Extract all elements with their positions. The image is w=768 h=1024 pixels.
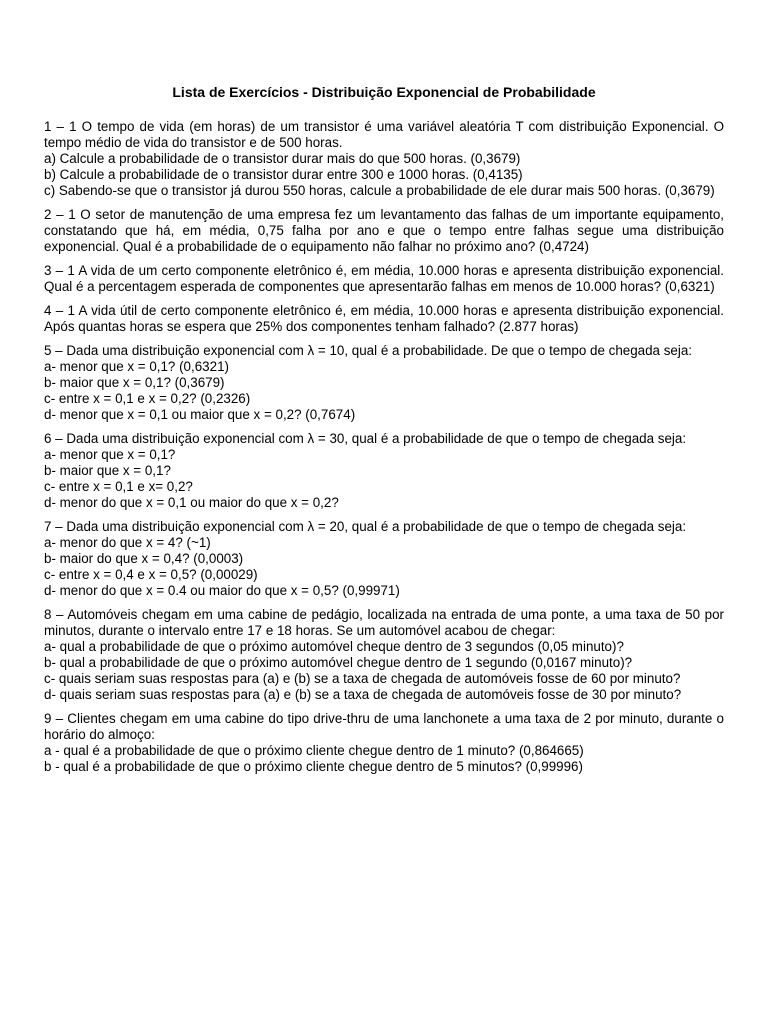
exercise-statement: 4 – 1 A vida útil de certo componente eletrônico é, em média, 10.000 horas e apresenta distribuição exponencial. Após quantas horas se espera que 25% dos componentes tenham falhado? (2.877 horas) [44, 303, 724, 334]
exercise-item: b- maior que x = 0,1? (0,3679) [44, 375, 225, 390]
exercise-item: d- menor que x = 0,1 ou maior que x = 0,2? (0,7674) [44, 407, 356, 422]
exercise-item: a) Calcule a probabilidade de o transistor durar mais do que 500 horas. (0,3679) [44, 151, 521, 166]
exercise-item: d- quais seriam suas respostas para (a) e (b) se a taxa de chegada de automóveis fosse de 30 por minuto? [44, 687, 682, 702]
exercise-6 [44, 431, 724, 511]
exercise-item: a- menor que x = 0,1? (0,6321) [44, 359, 229, 374]
exercise-item: c- entre x = 0,1 e x = 0,2? (0,2326) [44, 391, 251, 406]
exercise-9 [44, 711, 724, 775]
exercise-statement: 3 – 1 A vida de um certo componente eletrônico é, em média, 10.000 horas e apresenta distribuição exponencial. Qual é a percentagem esperada de componentes que apresentarão falhas em menos de 10.000 horas? (0,6321) [44, 263, 724, 294]
exercise-3 [44, 263, 724, 295]
exercise-statement: 7 – Dada uma distribuição exponencial com λ = 20, qual é a probabilidade de que o tempo de chegada seja: [44, 519, 687, 534]
exercise-item: a- qual a probabilidade de que o próximo automóvel cheque dentro de 3 segundos (0,05 minuto)? [44, 639, 624, 654]
exercise-item: b- maior do que x = 0,4? (0,0003) [44, 551, 244, 566]
exercise-statement: 1 – 1 O tempo de vida (em horas) de um transistor é uma variável aleatória T com distribuição Exponencial. O tempo médio de vida do transistor e de 500 horas. [44, 119, 724, 150]
exercise-item: a - qual é a probabilidade de que o próximo cliente chegue dentro de 1 minuto? (0,864665) [44, 743, 584, 758]
exercise-statement: 5 – Dada uma distribuição exponencial com λ = 10, qual é a probabilidade. De que o tempo de chegada seja: [44, 343, 693, 358]
exercise-item: a- menor do que x = 4? (~1) [44, 535, 211, 550]
exercise-item: b- qual a probabilidade de que o próximo automóvel chegue dentro de 1 segundo (0,0167 minuto)? [44, 655, 633, 670]
exercise-item: a- menor que x = 0,1? [44, 447, 176, 462]
exercise-item: c) Sabendo-se que o transistor já durou 550 horas, calcule a probabilidade de ele durar mais 500 horas. (0,3679) [44, 183, 715, 198]
exercise-item: d- menor do que x = 0.4 ou maior do que x = 0,5? (0,99971) [44, 583, 400, 598]
exercise-4 [44, 303, 724, 335]
exercise-2 [44, 207, 724, 255]
exercise-item: c- entre x = 0,4 e x = 0,5? (0,00029) [44, 567, 258, 582]
exercise-statement: 6 – Dada uma distribuição exponencial com λ = 30, qual é a probabilidade de que o tempo de chegada seja: [44, 431, 687, 446]
exercise-item: c- entre x = 0,1 e x= 0,2? [44, 479, 193, 494]
exercise-item: b- maior que x = 0,1? [44, 463, 171, 478]
exercise-item: d- menor do que x = 0,1 ou maior do que x = 0,2? [44, 495, 339, 510]
exercise-item: b - qual é a probabilidade de que o próximo cliente chegue dentro de 5 minutos? (0,99996) [44, 759, 583, 774]
exercise-7 [44, 519, 724, 599]
exercise-statement: 8 – Automóveis chegam em uma cabine de pedágio, localizada na entrada de uma ponte, a uma taxa de 50 por minutos, durante o intervalo entre 17 e 18 horas. Se um automóvel acabou de chegar: [44, 607, 724, 638]
exercise-item: c- quais seriam suas respostas para (a) e (b) se a taxa de chegada de automóveis fosse de 60 por minuto? [44, 671, 681, 686]
exercise-5 [44, 343, 724, 423]
exercise-statement: 2 – 1 O setor de manutenção de uma empresa fez um levantamento das falhas de um importante equipamento, constatando que há, em média, 0,75 falha por ano e que o tempo entre falhas segue uma distribuição exponencial. Qual é a probabilidade de o equipamento não falhar no próximo ano? (0,4724) [44, 207, 724, 254]
exercise-8 [44, 607, 724, 703]
exercise-statement: 9 – Clientes chegam em uma cabine do tipo drive-thru de uma lanchonete a uma taxa de 2 por minuto, durante o horário do almoço: [44, 711, 724, 742]
exercise-item: b) Calcule a probabilidade de o transistor durar entre 300 e 1000 horas. (0,4135) [44, 167, 523, 182]
exercise-1 [44, 119, 724, 199]
document-title: Lista de Exercícios - Distribuição Exponencial de Probabilidade [172, 84, 596, 100]
